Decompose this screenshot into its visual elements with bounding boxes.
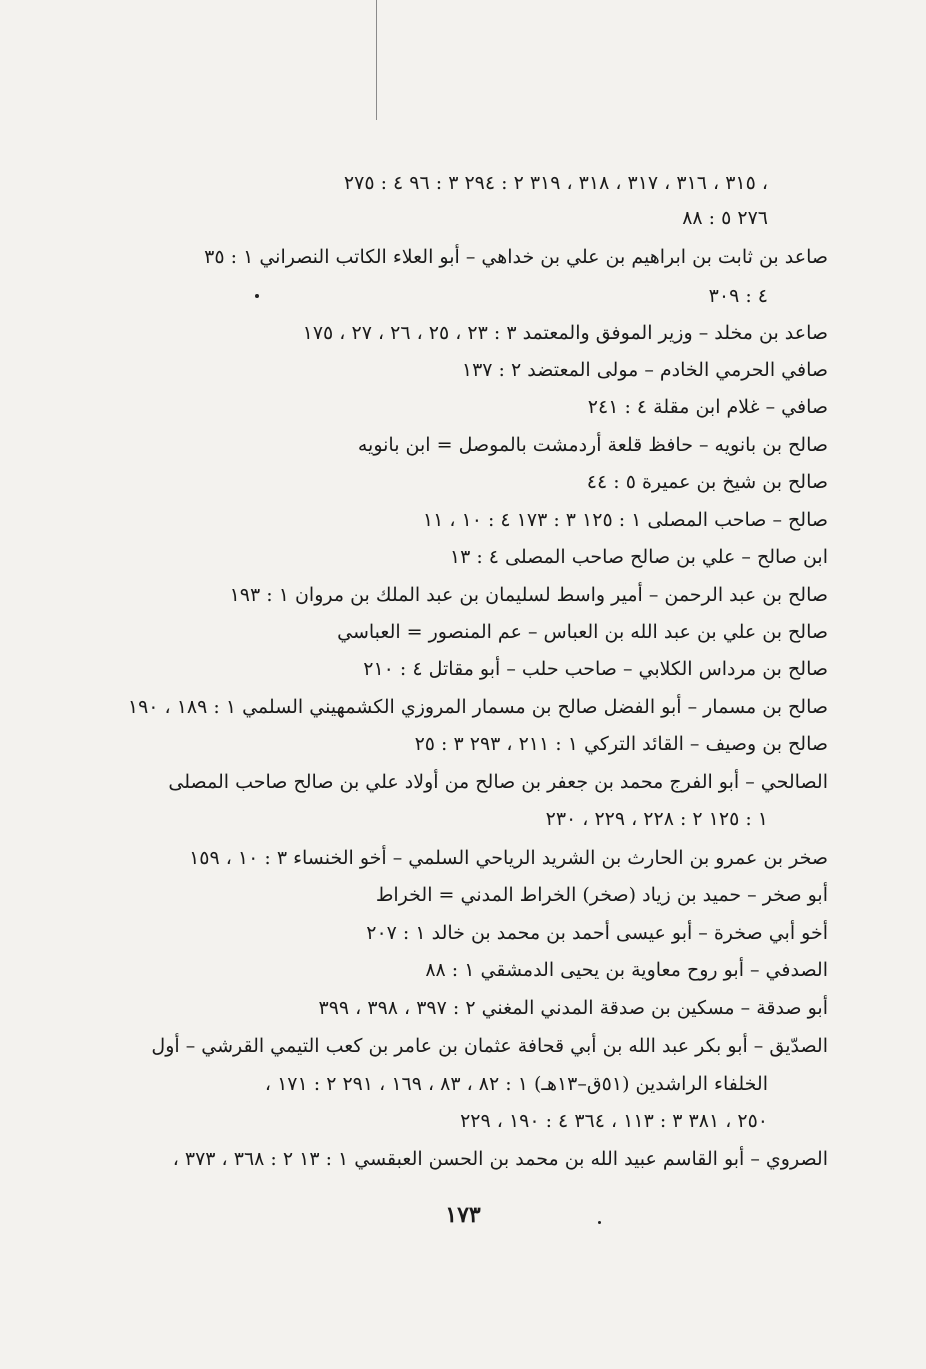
page-fold-line <box>376 0 377 120</box>
index-line: الصروي – أبو القاسم عبيد الله بن محمد بن الحسن العبقسي ١ : ١٣ ٢ : ٣٦٨ ، ٣٧٣ ، <box>172 1148 828 1170</box>
index-line: صخر بن عمرو بن الحارث بن الشريد الرياحي السلمي – أخو الخنساء ٣ : ١٠ ، ١٥٩ <box>189 847 828 869</box>
index-line: الصالحي – أبو الفرج محمد بن جعفر بن صالح من أولاد علي بن صالح صاحب المصلى <box>168 771 828 793</box>
index-line: صاعد بن ثابت بن ابراهيم بن علي بن خداهي – أبو العلاء الكاتب النصراني ١ : ٣٥ <box>204 246 828 268</box>
index-line: الخلفاء الراشدين (٥١ق–١٣هـ) ١ : ٨٢ ، ٨٣ ، ١٦٩ ، ٢٩١ ٢ : ١٧١ ، <box>264 1073 768 1095</box>
index-line: ٣١٥ ، ٣١٦ ، ٣١٧ ، ٣١٨ ، ٣١٩ ٢ : ٢٩٤ ٣ : ٩٦ ٤ : ٢٧٥ ، <box>343 172 768 194</box>
index-line: أبو صخر – حميد بن زياد (صخر) الخراط المدني = الخراط <box>375 884 828 906</box>
index-line: صالح بن شيخ بن عميرة ٥ : ٤٤ <box>586 471 828 493</box>
index-line: ابن صالح – علي بن صالح صاحب المصلى ٤ : ١٣ <box>449 546 828 568</box>
index-line: صالح بن عبد الرحمن – أمير واسط لسليمان بن عبد الملك بن مروان ١ : ١٩٣ <box>229 584 828 606</box>
index-line: ٤ : ٣٠٩ <box>708 285 768 307</box>
index-line: صالح – صاحب المصلى ١ : ١٢٥ ٣ : ١٧٣ ٤ : ١٠ ، ١١ <box>422 509 828 531</box>
ink-speck <box>255 294 259 298</box>
index-line: صالح بن علي بن عبد الله بن العباس – عم المنصور = العباسي <box>337 621 828 643</box>
index-line: صافي الحرمي الخادم – مولى المعتضد ٢ : ١٣٧ <box>461 359 828 381</box>
index-line: صالح بن مرداس الكلابي – صاحب حلب – أبو مقاتل ٤ : ٢١٠ <box>363 658 828 680</box>
index-line: صالح بن وصيف – القائد التركي ١ : ٢١١ ، ٢٩٣ ٣ : ٢٥ <box>414 733 828 755</box>
index-line: ٢٥٠ ، ٣٨١ ٣ : ١١٣ ، ٣٦٤ ٤ : ١٩٠ ، ٢٢٩ <box>460 1110 768 1132</box>
index-line: صافي – غلام ابن مقلة ٤ : ٢٤١ <box>587 396 828 418</box>
index-line: صاعد بن مخلد – وزير الموفق والمعتمد ٣ : ٢٣ ، ٢٥ ، ٢٦ ، ٢٧ ، ١٧٥ <box>302 322 828 344</box>
page-number: ١٧٣ <box>445 1202 481 1228</box>
index-line: ٢٧٦ ٥ : ٨٨ <box>682 207 768 229</box>
index-line: ١ : ١٢٥ ٢ : ٢٢٨ ، ٢٢٩ ، ٢٣٠ <box>545 808 768 830</box>
index-line: أبو صدقة – مسكين بن صدقة المدني المغني ٢ : ٣٩٧ ، ٣٩٨ ، ٣٩٩ <box>318 997 828 1019</box>
index-line: صالح بن بانويه – حافظ قلعة أردمشت بالموصل = ابن بانويه <box>357 434 828 456</box>
index-line: أخو أبي صخرة – أبو عيسى أحمد بن محمد بن خالد ١ : ٢٠٧ <box>366 922 828 944</box>
index-line: الصدّيق – أبو بكر عبد الله بن أبي قحافة عثمان بن عامر بن كعب التيمي القرشي – أول <box>151 1035 828 1057</box>
index-line: صالح بن مسمار – أبو الفضل صالح بن مسمار المروزي الكشمهيني السلمي ١ : ١٨٩ ، ١٩٠ <box>127 696 828 718</box>
index-line: الصدفي – أبو روح معاوية بن يحيى الدمشقي ١ : ٨٨ <box>425 959 828 981</box>
